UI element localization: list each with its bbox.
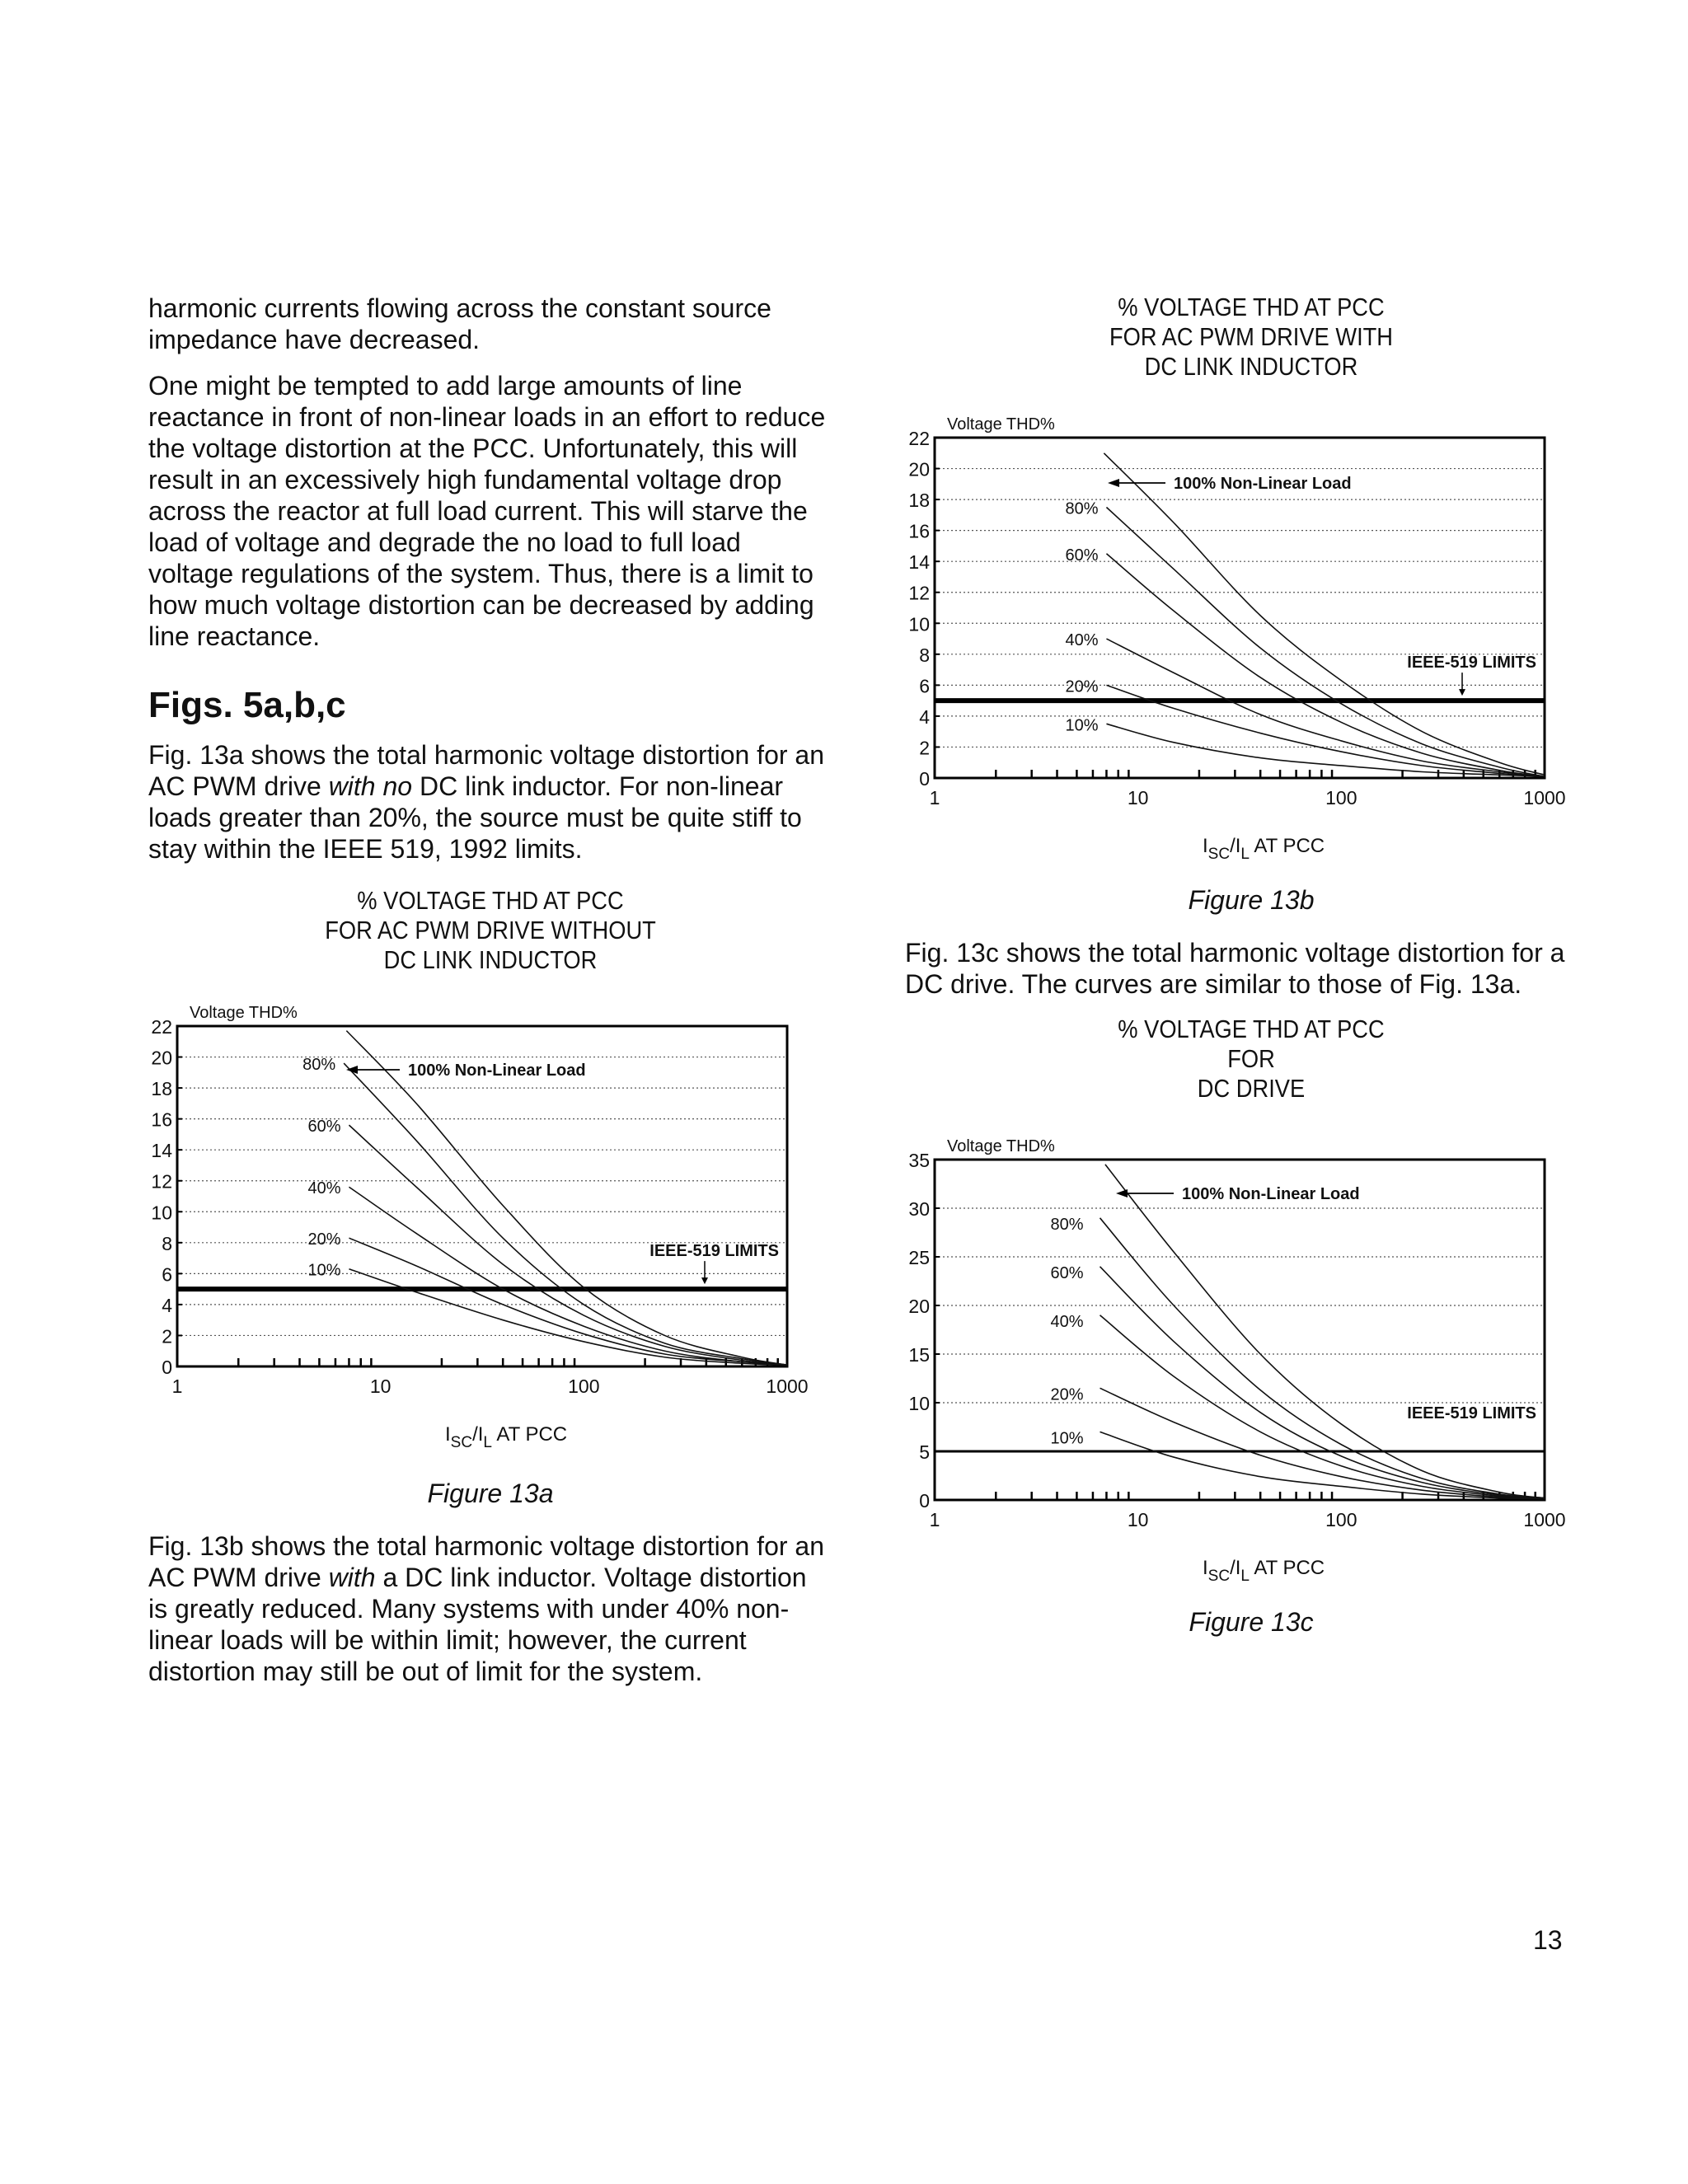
y-tick-label: 10 xyxy=(151,1202,172,1224)
series-curve-100pct xyxy=(346,1031,787,1365)
ieee-limit-label: IEEE-519 LIMITS xyxy=(1407,654,1536,673)
y-tick-label: 20 xyxy=(908,458,930,480)
chart-title-line-2: FOR AC PWM DRIVE WITHOUT xyxy=(325,916,656,944)
y-axis-label: Voltage THD% xyxy=(947,1137,1055,1155)
y-tick-label: 22 xyxy=(151,1016,172,1038)
series-curve-10pct xyxy=(349,1269,787,1365)
y-tick-label: 0 xyxy=(919,768,930,790)
right-column xyxy=(905,293,1597,1659)
x-axis-label: $I_{SC}/I_L$ AT PCC xyxy=(1203,1557,1325,1585)
series-curve-10pct xyxy=(1100,1432,1545,1498)
paragraph-1: harmonic currents flowing across the constant source impedance have decreased. xyxy=(148,293,771,354)
x-tick-label: 10 xyxy=(1127,787,1149,808)
x-tick-label: 1000 xyxy=(1523,1509,1566,1530)
y-tick-label: 18 xyxy=(908,490,930,512)
ieee-limit-arrowhead xyxy=(701,1277,708,1284)
ieee-limit-label: IEEE-519 LIMITS xyxy=(1407,1404,1536,1422)
series-label: 40% xyxy=(307,1179,341,1198)
y-tick-label: 35 xyxy=(908,1150,930,1171)
ieee-limit-label: IEEE-519 LIMITS xyxy=(649,1242,779,1261)
y-tick-label: 6 xyxy=(919,675,930,697)
y-tick-label: 12 xyxy=(151,1170,172,1193)
series-curve-10pct xyxy=(1106,724,1545,776)
paragraph-4-text-a: Fig. 13b shows the total harmonic voltage distortion for an AC PWM drive xyxy=(148,1531,824,1592)
x-tick-label: 100 xyxy=(568,1376,600,1397)
annotation-100-label: 100% Non-Linear Load xyxy=(1174,475,1352,493)
chart-title-line-1: % VOLTAGE THD AT PCC xyxy=(357,886,624,915)
paragraph-4-text-b: a DC link inductor. Voltage distortion is greatly reduced. Many systems with under 40% non-linear loads will be within limit; however, the current distortion may still be out of limit for the system. xyxy=(148,1563,807,1686)
y-tick-label: 4 xyxy=(919,705,930,728)
chart-title-line-3: DC LINK INDUCTOR xyxy=(1144,352,1358,381)
series-label: 20% xyxy=(307,1230,341,1249)
y-tick-label: 25 xyxy=(908,1247,930,1268)
x-tick-label: 10 xyxy=(369,1376,392,1397)
annotation-arrowhead xyxy=(1108,479,1119,487)
chart-title-line-1: % VOLTAGE THD AT PCC xyxy=(1118,1015,1385,1043)
annotation-arrowhead xyxy=(1116,1189,1128,1197)
y-tick-label: 30 xyxy=(908,1198,930,1220)
paragraph-5: Fig. 13c shows the total harmonic voltage distortion for a DC drive. The curves are similar to those of Fig. 13a. xyxy=(905,938,1565,999)
paragraph-3-emphasis: with no xyxy=(328,771,413,801)
y-tick-label: 18 xyxy=(151,1078,172,1100)
series-label: 20% xyxy=(1065,677,1099,696)
x-tick-label: 100 xyxy=(1325,1509,1357,1530)
x-tick-label: 1 xyxy=(929,787,940,808)
series-label: 80% xyxy=(1065,499,1099,518)
y-axis-label: Voltage THD% xyxy=(190,1004,298,1022)
figure-13c-caption: Figure 13c xyxy=(1189,1607,1314,1637)
series-label: 60% xyxy=(307,1118,341,1137)
figure-13c xyxy=(905,1015,1597,1638)
y-tick-label: 14 xyxy=(908,551,930,574)
y-tick-label: 10 xyxy=(908,613,930,635)
gridlines xyxy=(177,1057,787,1336)
annotation-100-label: 100% Non-Linear Load xyxy=(1182,1185,1360,1203)
series-label: 60% xyxy=(1065,546,1099,565)
left-column xyxy=(148,293,832,1702)
chart-title-line-2: FOR AC PWM DRIVE WITH xyxy=(1109,322,1394,351)
section-heading: Figs. 5a,b,c xyxy=(148,685,346,725)
y-tick-label: 12 xyxy=(908,582,930,604)
x-tick-label: 10 xyxy=(1127,1509,1149,1530)
series-label: 80% xyxy=(302,1056,336,1075)
x-tick-label: 100 xyxy=(1325,787,1357,808)
y-tick-label: 16 xyxy=(151,1108,172,1131)
paragraph-4 xyxy=(148,1530,832,1687)
y-tick-label: 16 xyxy=(908,520,930,542)
y-tick-label: 8 xyxy=(919,644,930,666)
x-axis-label: $I_{SC}/I_L$ AT PCC xyxy=(445,1423,568,1451)
y-tick-label: 0 xyxy=(162,1357,172,1378)
figure-13a-title xyxy=(148,886,832,975)
series-label: 80% xyxy=(1050,1215,1084,1234)
y-tick-label: 2 xyxy=(919,737,930,759)
series-label: 10% xyxy=(1065,716,1099,735)
series-label: 20% xyxy=(1050,1385,1084,1404)
y-tick-label: 10 xyxy=(908,1393,930,1414)
figure-13b-caption: Figure 13b xyxy=(1188,885,1315,915)
y-tick-label: 20 xyxy=(908,1296,930,1317)
series-label: 40% xyxy=(1065,631,1099,650)
page-number: 13 xyxy=(1533,1925,1563,1955)
plot-frame xyxy=(935,1160,1545,1500)
figure-13c-chart xyxy=(905,1104,1597,1598)
figure-13a-caption: Figure 13a xyxy=(427,1479,554,1508)
paragraph-3 xyxy=(148,739,832,865)
series-curve-100pct xyxy=(1104,453,1545,775)
y-tick-label: 14 xyxy=(151,1140,172,1162)
series-label: 60% xyxy=(1050,1263,1084,1282)
chart-title-line-3: DC DRIVE xyxy=(1197,1074,1306,1103)
paragraph-3-text-b: DC link inductor. For non-linear loads greater than 20%, the source must be quite stiff to stay within the IEEE 519, 1992 limits. xyxy=(148,771,802,864)
y-tick-label: 2 xyxy=(162,1325,172,1347)
y-tick-label: 6 xyxy=(162,1263,172,1286)
series-label: 10% xyxy=(1050,1429,1084,1448)
x-axis-label: $I_{SC}/I_L$ AT PCC xyxy=(1203,835,1325,863)
ieee-limit-arrowhead xyxy=(1459,689,1465,696)
y-tick-label: 8 xyxy=(162,1232,172,1254)
figure-13c-title xyxy=(905,1015,1597,1104)
series-curve-80pct xyxy=(1100,1218,1545,1498)
chart-title-line-3: DC LINK INDUCTOR xyxy=(383,945,598,974)
x-tick-label: 1 xyxy=(929,1509,940,1530)
annotation-100-label: 100% Non-Linear Load xyxy=(408,1062,586,1080)
chart-title-line-1: % VOLTAGE THD AT PCC xyxy=(1118,293,1385,321)
y-tick-label: 0 xyxy=(919,1490,930,1511)
y-tick-label: 20 xyxy=(151,1047,172,1069)
series-curve-60pct xyxy=(1100,1267,1545,1498)
chart-title-line-2: FOR xyxy=(1227,1044,1275,1073)
x-tick-label: 1000 xyxy=(766,1376,809,1397)
paragraph-3-text-a: Fig. 13a shows the total harmonic voltage distortion for an AC PWM drive xyxy=(148,740,824,801)
y-tick-label: 15 xyxy=(908,1344,930,1366)
x-tick-label: 1000 xyxy=(1523,787,1566,808)
y-tick-label: 5 xyxy=(919,1441,930,1463)
y-axis-label: Voltage THD% xyxy=(947,415,1055,434)
figure-13b xyxy=(905,293,1597,916)
series-label: 40% xyxy=(1050,1312,1084,1331)
paragraph-2: One might be tempted to add large amounts of line reactance in front of non-linear loads in an effort to reduce the voltage distortion at the PCC. Unfortunately, this will result in an excessively high fundamental voltage drop across the reactor at full load current. This will starve the load of voltage and degrade the no load to full load voltage regulations of the system. Thus, there is a limit to how much voltage distortion can be decreased by adding line reactance. xyxy=(148,371,826,651)
series-curve-100pct xyxy=(1105,1165,1545,1498)
x-tick-label: 1 xyxy=(171,1376,183,1397)
figure-13b-chart xyxy=(905,382,1597,876)
y-tick-label: 4 xyxy=(162,1294,172,1316)
figure-13b-title xyxy=(905,293,1597,382)
series-label: 10% xyxy=(307,1261,341,1280)
figure-13a-chart xyxy=(148,975,832,1469)
y-tick-label: 22 xyxy=(908,428,930,449)
figure-13a xyxy=(148,886,832,1509)
paragraph-4-emphasis: with xyxy=(328,1563,376,1592)
